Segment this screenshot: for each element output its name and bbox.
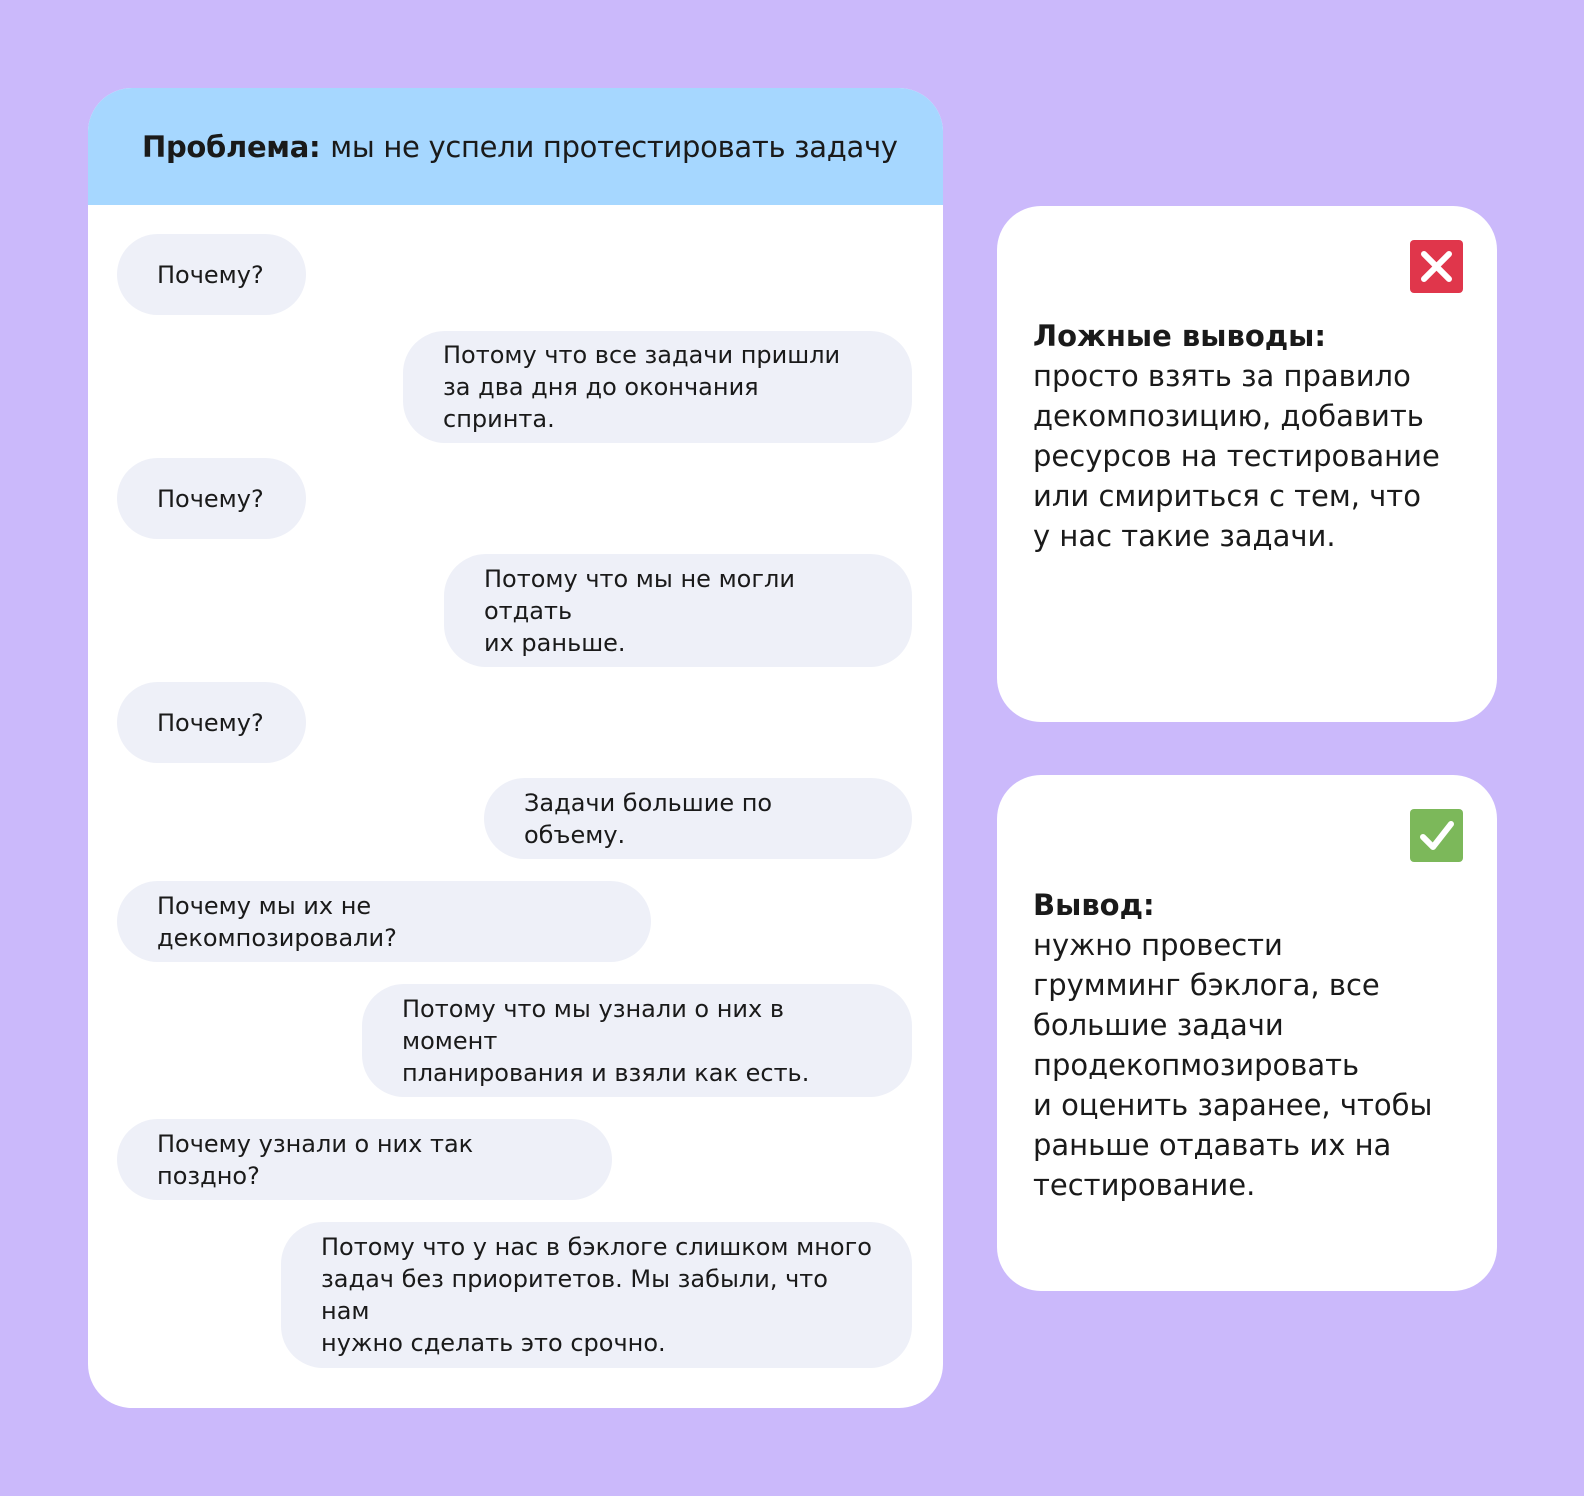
- false-conclusion-card: [997, 206, 1497, 722]
- answer-bubble: Потому что мы узнали о них в момент планирования и взяли как есть.: [362, 984, 912, 1097]
- answer-bubble: Потому что у нас в бэклоге слишком много задач без приоритетов. Мы забыли, что нам нужно сделать это срочно.: [281, 1222, 912, 1368]
- true-conclusion-card: [997, 775, 1497, 1291]
- answer-bubble: Задачи большие по объему.: [484, 778, 912, 859]
- problem-label: Проблема:: [142, 129, 321, 164]
- question-bubble: Почему?: [117, 682, 306, 763]
- true-conclusion-title: Вывод:: [1033, 888, 1155, 922]
- true-conclusion-text: нужно провести грумминг бэклога, все большие задачи продекопмозировать и оценить заранее, чтобы раньше отдавать их на тестирование.: [1033, 928, 1433, 1202]
- answer-bubble: Потому что все задачи пришли за два дня до окончания спринта.: [403, 331, 912, 443]
- problem-text: мы не успели протестировать задачу: [330, 129, 898, 164]
- question-bubble: Почему?: [117, 458, 306, 539]
- dialog-card: [88, 88, 943, 1408]
- answer-bubble: Потому что мы не могли отдать их раньше.: [444, 554, 912, 667]
- problem-header: [88, 88, 943, 205]
- false-conclusion-text: просто взять за правило декомпозицию, добавить ресурсов на тестирование или смириться с тем, что у нас такие задачи.: [1033, 359, 1440, 553]
- question-bubble: Почему?: [117, 234, 306, 315]
- false-conclusion-title: Ложные выводы:: [1033, 319, 1326, 353]
- question-bubble: Почему мы их не декомпозировали?: [117, 881, 651, 962]
- check-icon: [1410, 809, 1463, 862]
- cross-icon: [1410, 240, 1463, 293]
- question-bubble: Почему узнали о них так поздно?: [117, 1119, 612, 1200]
